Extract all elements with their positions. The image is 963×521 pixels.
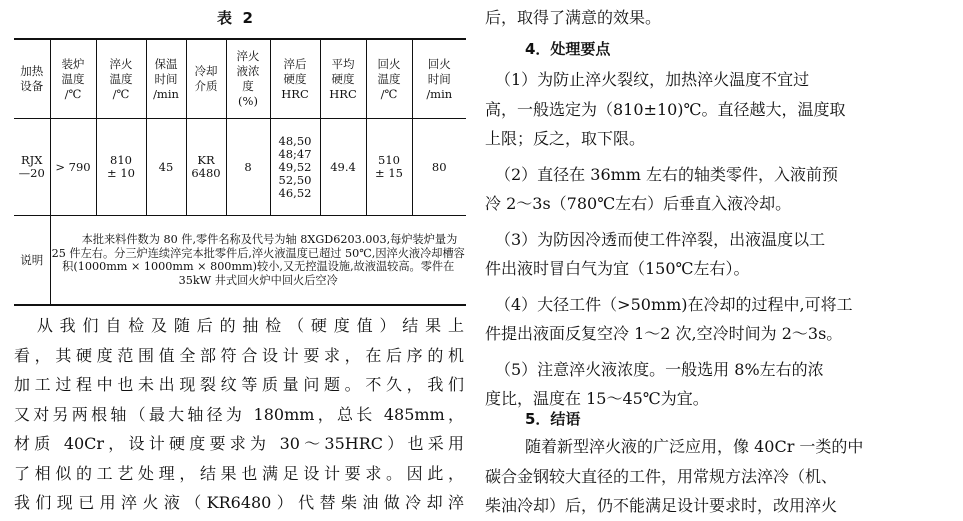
right-column <box>485 0 955 514</box>
table-cell: 810 ± 10 <box>96 119 146 216</box>
table-header-row <box>14 39 466 119</box>
continued-text <box>485 3 945 33</box>
section-5-body <box>485 432 945 521</box>
table-row <box>14 119 466 216</box>
text-line: 度比，温度在 15～45℃为宜。 <box>485 389 709 408</box>
table-cell: 45 <box>146 119 186 216</box>
text-line: （1）为防止淬火裂纹，加热淬火温度不宜过 <box>495 70 810 89</box>
text-line: 又对另两根轴（最大轴径为 180mm，总长 485mm， <box>14 404 464 424</box>
text-line: 上限；反之，取下限。 <box>485 129 646 148</box>
text-line: （5）注意淬火液浓度。一般选用 8%左右的浓 <box>495 359 824 379</box>
text-line: 材质 40Cr，设计硬度要求为 30～35HRC）也采用 <box>14 434 464 453</box>
text-line: 从我们自检及随后的抽检（硬度值）结果上 <box>14 316 464 335</box>
table-cell: 48,50 48;47 49,52 52,50 46,52 <box>270 119 320 216</box>
section-4-body <box>485 65 945 414</box>
header-cell: 冷却 介质 <box>186 39 226 119</box>
text-line: 我们现已用淬火液（KR6480）代替柴油做冷却淬 <box>14 493 464 512</box>
left-body-paragraph <box>14 311 464 518</box>
header-cell: 保温 时间 /min <box>146 39 186 119</box>
text-line: 高，一般选定为（810±10)℃。直径越大，温度取 <box>485 99 846 119</box>
text-line: 了相似的工艺处理，结果也满足设计要求。因此， <box>14 463 464 483</box>
text-line: 后，取得了满意的效果。 <box>485 8 662 27</box>
text-line: 件出液时冒白气为宜（150℃左右）。 <box>485 259 750 278</box>
text-line: 看，其硬度范围值全部符合设计要求，在后序的机 <box>14 345 464 365</box>
text-line: 冷 2～3s（780℃左右）后垂直入液冷却。 <box>485 194 792 213</box>
text-line: 碳合金钢较大直径的工件，用常规方法淬冷（机、 <box>485 466 838 486</box>
header-cell: 加热 设备 <box>14 39 50 119</box>
section-heading-5: 5．结语 <box>525 410 581 428</box>
text-line: （3）为防因冷透而使工件淬裂，出液温度以工 <box>495 229 826 249</box>
text-line: （4）大径工件（>50mm)在冷却的过程中,可将工 <box>495 294 853 314</box>
text-line: 随着新型淬火液的广泛应用，像 40Cr 一类的中 <box>525 437 864 456</box>
table-cell: 510 ± 15 <box>366 119 412 216</box>
header-cell: 淬火 温度 /℃ <box>96 39 146 119</box>
note-label: 说明 <box>20 252 44 267</box>
header-cell: 淬后 硬度 HRC <box>270 39 320 119</box>
header-cell: 回火 时间 /min <box>412 39 466 119</box>
table-cell: KR 6480 <box>186 119 226 216</box>
header-cell: 平均 硬度 HRC <box>320 39 366 119</box>
table-cell: 80 <box>412 119 466 216</box>
text-line: 件提出液面反复空冷 1～2 次,空冷时间为 2～3s。 <box>485 324 843 343</box>
table-note-row <box>14 216 466 306</box>
text-line: 加工过程中也未出现裂纹等质量问题。不久，我们 <box>14 375 464 394</box>
header-cell: 回火 温度 /℃ <box>366 39 412 119</box>
process-table <box>14 38 466 306</box>
left-column <box>0 0 470 514</box>
header-cell: 装炉 温度 /℃ <box>50 39 96 119</box>
table-cell: 8 <box>226 119 270 216</box>
section-heading-4: 4．处理要点 <box>525 40 611 58</box>
text-line: （2）直径在 36mm 左右的轴类零件，入液前预 <box>495 164 839 184</box>
header-cell: 淬火 液浓 度 (%) <box>226 39 270 119</box>
table-caption: 表 2 <box>217 9 253 27</box>
text-line: 柴油冷却）后，仍不能满足设计要求时，改用淬火 <box>485 496 838 515</box>
table-cell: 49.4 <box>320 119 366 216</box>
table-cell: > 790 <box>50 119 96 216</box>
note-text: 本批来料件数为 80 件,零件名称及代号为轴 8XGD6203.003,每炉装炉量为 25 件左右。分三炉连续淬完本批零件后,淬火液温度已超过 50℃,因淬火液冷却槽容积(1000mm × 1000mm × 800mm)较小,又无控温设施,故液温较高。零件在 35kW 井式回火炉中回火后空冷 <box>50 216 466 306</box>
table-cell: RJX —20 <box>14 119 50 216</box>
